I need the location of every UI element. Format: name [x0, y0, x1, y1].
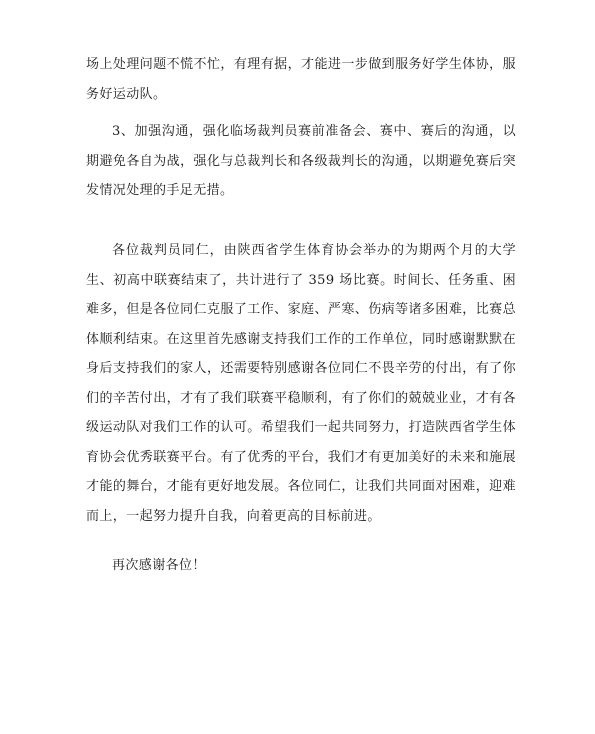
- paragraph-closing: 再次感谢各位！: [112, 558, 206, 573]
- paragraph-thanks-referees: 各位裁判员同仁，由陕西省学生体育协会举办的为期两个月的大学生、初高中联赛结束了，共计进行了 359 场比赛。时间长、任务重、困难多，但是各位同仁克服了工作、家庭、严寒、伤病等诸多困难，比赛总体顺利结束。在这里首先感谢支持我们工作的工作单位，同时感谢默默在身后支持我们的家人，还需要特别感谢各位同仁不畏辛劳的付出，有了你们的辛苦付出，才有了我们联赛平稳顺利，有了你们的兢兢业业，才有各级运动队对我们工作的认可。希望我们一起共同努力，打造陕西省学生体育协会优秀联赛平台。有了优秀的平台，我们才有更加美好的未来和施展才能的舞台，才能有更好地发展。各位同仁，让我们共同面对困难，迎难而上，一起努力提升自我，向着更高的目标前进。: [86, 243, 516, 524]
- paragraph-continuation: 场上处理问题不慌不忙，有理有据，才能进一步做到服务好学生体协，服务好运动队。: [86, 57, 516, 102]
- paragraph-communication: 3、加强沟通，强化临场裁判员赛前准备会、赛中、赛后的沟通，以期避免各自为战，强化与总裁判长和各级裁判长的沟通，以期避免赛后突发情况处理的手足无措。: [86, 124, 516, 198]
